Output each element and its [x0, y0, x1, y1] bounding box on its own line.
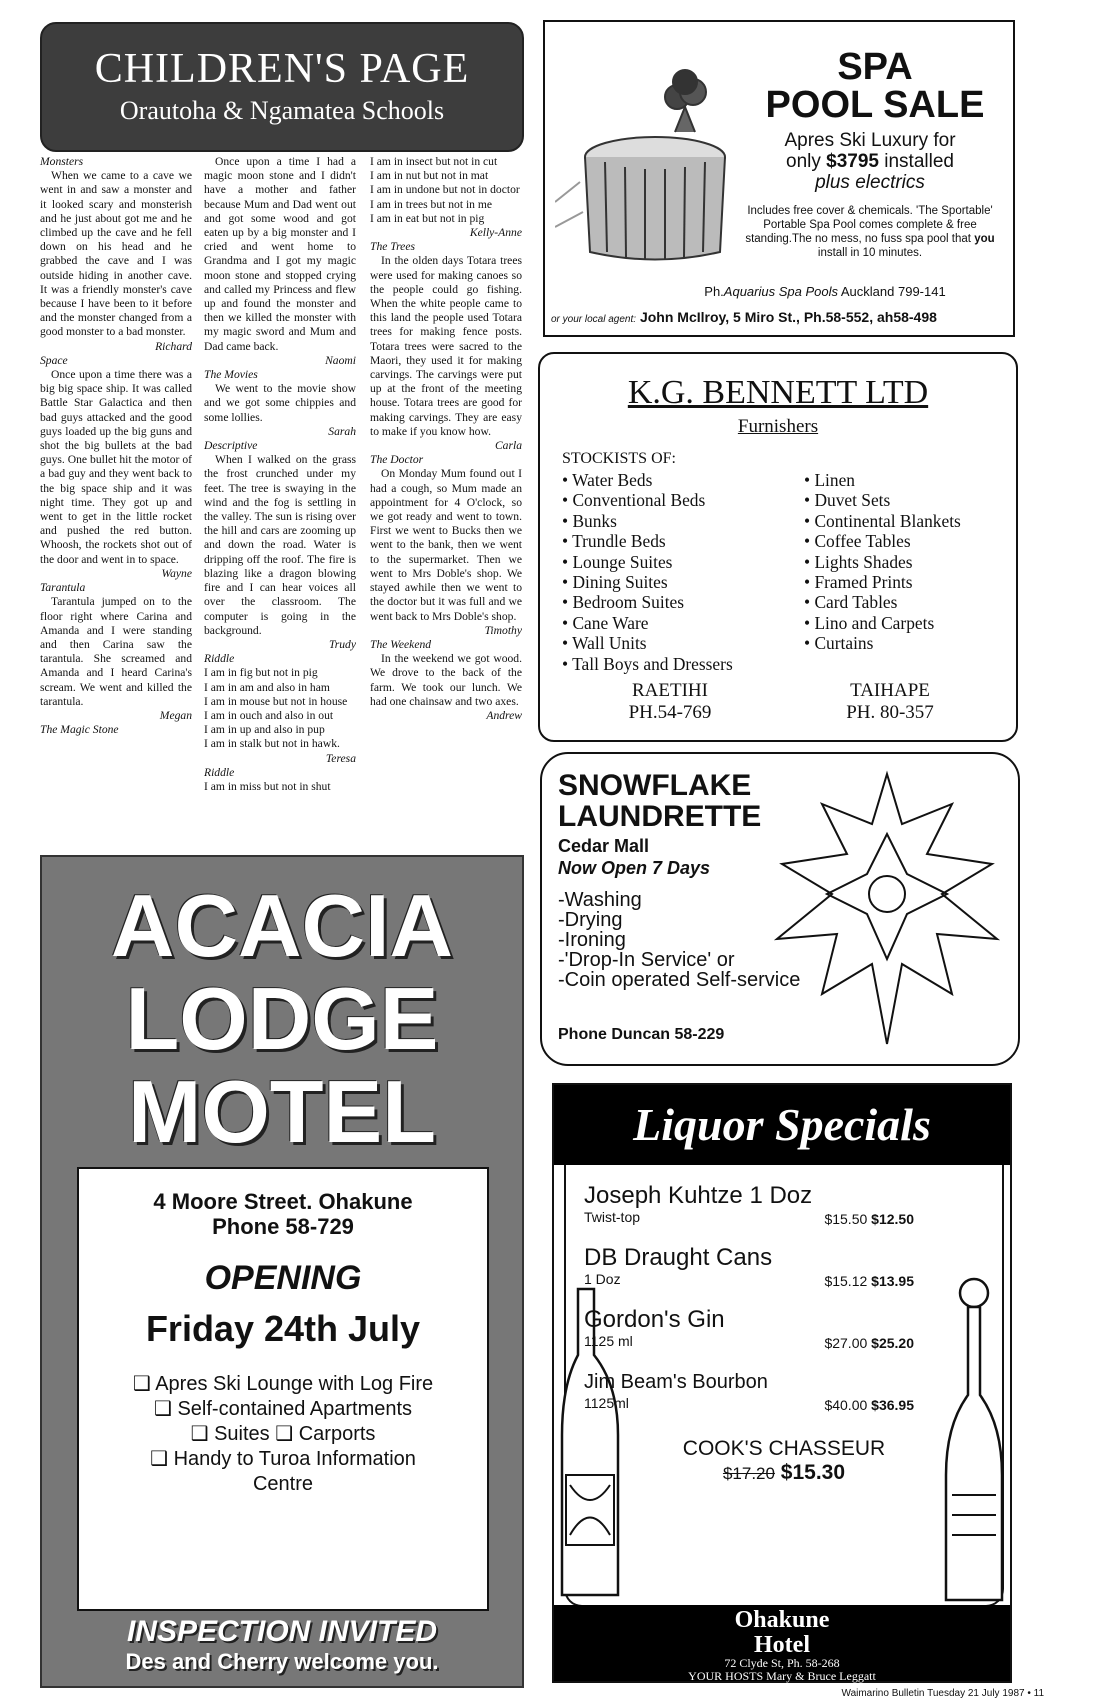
- laundrette-phone: Phone Duncan 58-229: [558, 1026, 725, 1043]
- riddle-line: I am in stalk but not in hawk.: [204, 737, 340, 751]
- story-heading: The Movies: [204, 368, 258, 382]
- spa-title-line1: SPA: [837, 46, 913, 88]
- story-author: Teresa: [325, 751, 356, 765]
- story-author: Wayne: [161, 566, 192, 580]
- acacia-info-box: [77, 1167, 489, 1611]
- kg-raetihi-phone: PH.54-769: [628, 702, 712, 723]
- old-price: $15.12: [824, 1273, 868, 1289]
- hotel-name-line2: Hotel: [754, 1632, 810, 1658]
- spa-agent-details: John McIlroy, 5 Miro St., Ph.58-552, ah58-498: [639, 309, 937, 325]
- kg-item-label: Dining Suites: [572, 572, 668, 593]
- liquor-item-price: [824, 1211, 914, 1227]
- kg-taihape: [800, 680, 980, 724]
- liquor-item-sub: 1125 ml: [584, 1333, 633, 1349]
- spa-ph-label: Ph.: [704, 284, 724, 299]
- acacia-feature-label: Handy to Turoa Information: [173, 1448, 416, 1470]
- story-heading: Descriptive: [204, 439, 258, 453]
- liquor-item-sub: 1 Doz: [584, 1271, 621, 1287]
- kg-stockists: STOCKISTS OF:: [562, 450, 676, 467]
- kg-item-label: Lights Shades: [814, 551, 913, 572]
- kg-item: • Tall Boys and Dressers: [562, 653, 733, 674]
- liquor-item-sub: 1125ml: [584, 1395, 629, 1411]
- story-heading: Riddle: [204, 765, 235, 779]
- spa-company: Aquarius Spa Pools: [723, 284, 838, 299]
- laundrette-service: -Coin operated Self-service: [558, 969, 801, 991]
- spa-offer-only: only: [786, 151, 827, 172]
- story-heading: Riddle: [204, 652, 235, 666]
- kg-item: • Lounge Suites: [562, 551, 673, 572]
- kg-item: • Trundle Beds: [562, 531, 666, 552]
- acacia-opening: OPENING: [204, 1259, 362, 1297]
- kg-item-label: Cane Ware: [572, 612, 649, 633]
- kg-item-label: Framed Prints: [814, 572, 913, 593]
- kg-item: • Dining Suites: [562, 572, 668, 593]
- acacia-feature: [79, 1447, 487, 1472]
- hotel-hosts: YOUR HOSTS Mary & Bruce Leggatt: [688, 1669, 876, 1683]
- checkbox-icon: ❑: [153, 1398, 172, 1420]
- spa-contact: [635, 284, 1015, 299]
- kg-item: • Cane Ware: [562, 612, 649, 633]
- new-price: $36.95: [871, 1397, 914, 1413]
- new-price: $12.50: [871, 1211, 914, 1227]
- acacia-features: [79, 1372, 487, 1497]
- kg-item: • Continental Blankets: [804, 510, 961, 531]
- stories-columns: [40, 155, 524, 845]
- spa-desc-bold: you: [974, 233, 995, 245]
- liquor-item: [584, 1369, 914, 1411]
- liquor-item-price: [824, 1273, 914, 1289]
- liquor-specials-ad: [552, 1083, 1012, 1683]
- acacia-feature-label: Apres Ski Lounge with Log Fire: [155, 1373, 434, 1395]
- bottle-right-icon: [944, 1275, 1004, 1605]
- story-text: We went to the movie show and we got some chippies and some lollies.: [204, 382, 356, 424]
- acacia-feature-label: Centre: [252, 1473, 314, 1495]
- spa-price: $3795: [826, 151, 879, 172]
- acacia-feature: [79, 1422, 487, 1447]
- riddle-line: I am in undone but not in doctor: [370, 183, 520, 197]
- riddle-line: I am in mouse but not in house: [204, 694, 348, 708]
- spa-offer-installed: installed: [878, 151, 954, 172]
- story-column-2: [204, 155, 356, 794]
- acacia-title-line2: LODGE: [125, 969, 439, 1068]
- kg-item-label: Coffee Tables: [814, 531, 911, 552]
- laundrette-services: [558, 890, 800, 990]
- riddle-line: I am in fig but not in pig: [204, 666, 318, 680]
- hotel-address: 72 Clyde St, Ph. 58-268: [724, 1656, 840, 1670]
- kg-item: • Framed Prints: [804, 572, 913, 593]
- liquor-item-price: [824, 1397, 914, 1413]
- story-author: Richard: [155, 339, 192, 353]
- story-heading: Tarantula: [40, 581, 86, 595]
- kg-bennett-ad: [538, 352, 1018, 742]
- kg-item: • Wall Units: [562, 633, 647, 654]
- riddle-line: I am in trees but not in me: [370, 197, 493, 211]
- acacia-feature-label: Carports: [298, 1423, 376, 1445]
- story-text: On Monday Mum found out I had a cough, so Mum made an appointment for 4 O'clock, so we got ready and went to town. First we went to Bucks then we went to the bank, then we went to the supermarket. Then we went to Mrs Doble's shop. We stayed awhile then we went to the doctor but it was full and we went back to Mrs Doble's shop.: [370, 467, 522, 623]
- riddle-line: I am in eat but not in pig: [370, 211, 485, 225]
- banner-title: CHILDREN'S PAGE: [94, 46, 470, 92]
- laundrette-open: Now Open 7 Days: [558, 858, 711, 878]
- kg-raetihi-name: RAETIHI: [632, 680, 708, 701]
- kg-item-label: Wall Units: [572, 633, 647, 654]
- liquor-item: [584, 1183, 914, 1225]
- spa-offer-line1: Apres Ski Luxury for: [784, 130, 956, 151]
- kg-item-label: Lounge Suites: [572, 551, 673, 572]
- kg-item-label: Continental Blankets: [814, 510, 961, 531]
- checkbox-icon: ❑: [190, 1423, 209, 1445]
- acacia-feature: [79, 1372, 487, 1397]
- story-heading: The Trees: [370, 240, 415, 254]
- acacia-feature: [79, 1397, 487, 1422]
- spa-offer-line3: plus electrics: [815, 172, 925, 193]
- laundrette-mall: Cedar Mall: [558, 836, 650, 856]
- cooks-new-price: $15.30: [780, 1461, 846, 1484]
- checkbox-icon: ❑: [150, 1448, 168, 1470]
- old-price: $27.00: [824, 1335, 868, 1351]
- spa-title: [740, 48, 1010, 124]
- laundrette-service: -'Drop-In Service' or: [558, 949, 735, 971]
- story-column-1: [40, 155, 192, 737]
- kg-list-left: [562, 470, 802, 674]
- acacia-welcome: Des and Cherry welcome you.: [125, 1649, 439, 1674]
- story-text: When I walked on the grass the frost crunched under my feet. The tree is swaying in the wind and the fog is settling in the valley. The sun is rising over the hill and cars are zooming up and down the road. Water is dripping off the roof. The fire is blazing like a dragon blowing fire and I can hear voices all over the classroom. The computer is going in the background.: [204, 453, 356, 637]
- spa-pool-illustration: [555, 52, 735, 262]
- story-heading: The Magic Stone: [40, 723, 119, 737]
- story-text: Once upon a time there was a big big space ship. It was called Battle Star Galactica and then bad guys attacked and the good guys loaded up the big guns and shot the big bullets at the bad guys. One bullet hit the motor of a bad guy and they went back to the big space ship and it was night time. They got up and went to get in the little rocket and pushed the red button. Whoosh, the rockets shot out of the door and went in to space.: [40, 368, 192, 566]
- acacia-title-line1: ACACIA: [110, 876, 454, 975]
- story-author: Naomi: [325, 353, 356, 367]
- acacia-lodge-motel-ad: [40, 855, 524, 1688]
- snowflake-laundrette-ad: [540, 752, 1020, 1066]
- laundrette-service: -Ironing: [558, 929, 626, 951]
- ohakune-hotel-banner: [554, 1605, 1010, 1681]
- riddle-line: I am in insect but not in cut: [370, 155, 498, 168]
- acacia-phone: Phone 58-729: [212, 1214, 354, 1239]
- cooks-price: [654, 1461, 914, 1485]
- laundrette-name-line2: LAUNDRETTE: [558, 800, 762, 833]
- spa-company-phone: Auckland 799-141: [840, 284, 946, 299]
- old-price: $15.50: [824, 1211, 868, 1227]
- story-heading: Space: [40, 353, 68, 367]
- kg-taihape-name: TAIHAPE: [850, 680, 930, 701]
- new-price: $13.95: [871, 1273, 914, 1289]
- spa-pool-ad: [543, 20, 1015, 337]
- liquor-item-price: [824, 1335, 914, 1351]
- banner-subtitle: Orautoha & Ngamatea Schools: [119, 96, 445, 125]
- kg-item-label: Conventional Beds: [572, 490, 706, 511]
- liquor-item-name: Gordon's Gin: [584, 1306, 725, 1333]
- acacia-feature-label: Suites: [214, 1423, 270, 1445]
- spa-offer-line2: [730, 151, 1010, 172]
- cooks-chasseur: [654, 1437, 914, 1485]
- acacia-contact: [79, 1189, 487, 1239]
- acacia-inspection-title: INSPECTION INVITED: [126, 1615, 438, 1648]
- kg-item: • Linen: [804, 470, 856, 490]
- story-heading: The Weekend: [370, 637, 432, 651]
- story-author: Timothy: [484, 623, 522, 637]
- cooks-name: COOK'S CHASSEUR: [682, 1437, 886, 1460]
- story-author: Megan: [159, 708, 192, 722]
- acacia-title: [42, 876, 522, 1161]
- kg-item: • Lights Shades: [804, 551, 913, 572]
- story-heading: Monsters: [40, 155, 84, 168]
- liquor-item-name: DB Draught Cans: [584, 1244, 773, 1271]
- new-price: $25.20: [871, 1335, 914, 1351]
- kg-item-label: Tall Boys and Dressers: [572, 653, 733, 674]
- cooks-old-price: $17.20: [722, 1464, 775, 1483]
- liquor-item-sub: Twist-top: [584, 1209, 641, 1225]
- acacia-feature-label: Self-contained Apartments: [177, 1398, 413, 1420]
- riddle-line: I am in nut but not in mat: [370, 169, 489, 183]
- laundrette-name: [558, 770, 761, 832]
- kg-item-label: Curtains: [814, 633, 874, 654]
- kg-item: • Conventional Beds: [562, 490, 706, 511]
- acacia-date: Friday 24th July: [145, 1308, 421, 1349]
- riddle-line: I am in am and also in ham: [204, 680, 330, 694]
- spa-agent-label: or your local agent:: [551, 314, 637, 325]
- checkbox-icon: ❑: [275, 1423, 294, 1445]
- laundrette-service: -Washing: [558, 889, 642, 911]
- kg-item-label: Bedroom Suites: [572, 592, 685, 613]
- acacia-address: 4 Moore Street. Ohakune: [153, 1189, 413, 1214]
- kg-item: • Card Tables: [804, 592, 898, 613]
- hotel-name-line1: Ohakune: [734, 1607, 830, 1633]
- kg-name: K.G. BENNETT LTD: [627, 374, 929, 411]
- spa-offer: [730, 130, 1010, 193]
- kg-item: • Duvet Sets: [804, 490, 891, 511]
- spa-description: [730, 204, 1010, 260]
- story-text: Once upon a time I had a magic moon stone and I didn't have a mother and father because Mum and Dad went out and got some wood and got eaten up by a big monster and I cried and went home to Grandma and I got my magic moon stone and stopped crying and called my Princess and flew up and found the monster and then we killed the monster with my magic sword and Mum and Dad came back.: [204, 155, 356, 353]
- liquor-item: [584, 1307, 914, 1349]
- kg-item: • Bedroom Suites: [562, 592, 685, 613]
- laundrette-name-line1: SNOWFLAKE: [558, 769, 752, 802]
- kg-item: • Lino and Carpets: [804, 612, 935, 633]
- story-author: Sarah: [328, 424, 356, 438]
- kg-item-label: Duvet Sets: [814, 490, 891, 511]
- acacia-title-line3: MOTEL: [128, 1062, 436, 1161]
- kg-subtitle: Furnishers: [737, 416, 819, 437]
- riddle-line: I am in ouch and also in out: [204, 708, 334, 722]
- kg-item: • Water Beds: [562, 470, 653, 490]
- riddle-line: I am in miss but not in shut: [204, 779, 331, 793]
- spa-desc-end: install in 10 minutes.: [817, 247, 923, 259]
- spa-title-line2: POOL SALE: [765, 84, 985, 126]
- kg-item-label: Bunks: [572, 510, 617, 531]
- kg-item-label: Trundle Beds: [572, 531, 666, 552]
- kg-item: • Bunks: [562, 510, 617, 531]
- story-text: When we came to a cave we went in and saw a monster and it looked scary and monsterish and he just about got me and he climbed up the cave and he fell down on his head and he grabbed the cave and I was outside hiding in another cave. It was a friendly monster's cave because I have been to it before and the monster changed from a good monster to a bad monster.: [40, 169, 192, 339]
- story-column-3: [370, 155, 522, 723]
- old-price: $40.00: [824, 1397, 868, 1413]
- kg-list-right: [804, 470, 1014, 654]
- story-author: Kelly-Anne: [469, 226, 522, 240]
- kg-item-label: Water Beds: [572, 470, 653, 490]
- story-heading: The Doctor: [370, 453, 424, 467]
- liquor-item-name: Joseph Kuhtze 1 Doz: [584, 1182, 813, 1209]
- checkbox-icon: ❑: [132, 1373, 151, 1395]
- page-footer: Waimarino Bulletin Tuesday 21 July 1987 • 11: [841, 1688, 1044, 1699]
- kg-item-label: Card Tables: [814, 592, 898, 613]
- story-author: Andrew: [486, 708, 522, 722]
- story-author: Trudy: [328, 637, 356, 651]
- kg-item: • Curtains: [804, 633, 874, 654]
- story-author: Carla: [494, 439, 522, 453]
- kg-taihape-phone: PH. 80-357: [846, 702, 934, 723]
- liquor-item-name: Jim Beam's Bourbon: [584, 1371, 768, 1393]
- kg-item-label: Linen: [814, 470, 856, 490]
- spa-agent: [551, 309, 1011, 325]
- kg-raetihi: [580, 680, 760, 724]
- acacia-inspection: [42, 1615, 522, 1675]
- riddle-line: I am in up and also in pup: [204, 723, 325, 737]
- story-text: In the weekend we got wood. We drove to the back of the farm. We took our lunch. We had one chainsaw and two axes.: [370, 652, 522, 708]
- childrens-page-banner: [40, 22, 524, 152]
- liquor-title: Liquor Specials: [554, 1085, 1010, 1165]
- liquor-item: [584, 1245, 914, 1287]
- kg-item: • Coffee Tables: [804, 531, 911, 552]
- kg-item-label: Lino and Carpets: [814, 612, 935, 633]
- story-text: Tarantula jumped on to the floor right where Carina and Amanda and I were standing and then Carina saw the tarantula. She screamed and Amanda and I heard Carina's scream. We went and killed the tarantula.: [40, 595, 192, 708]
- laundrette-service: -Drying: [558, 909, 623, 931]
- spa-desc-text: Includes free cover & chemicals. 'The Sportable' Portable Spa Pool comes complete & free standing.The no mess, no fuss spa pool that: [745, 205, 993, 245]
- story-text: In the olden days Totara trees were used for making canoes so the people could go fishing. When the white people came to this land the people used Totara trees for making fence posts. Totara trees were sacred to the Maori, they used it for making carvings. The carvings were put up at the front of the meeting house. Totara trees are good for making carvings. They are easy to make if you know how.: [370, 254, 522, 438]
